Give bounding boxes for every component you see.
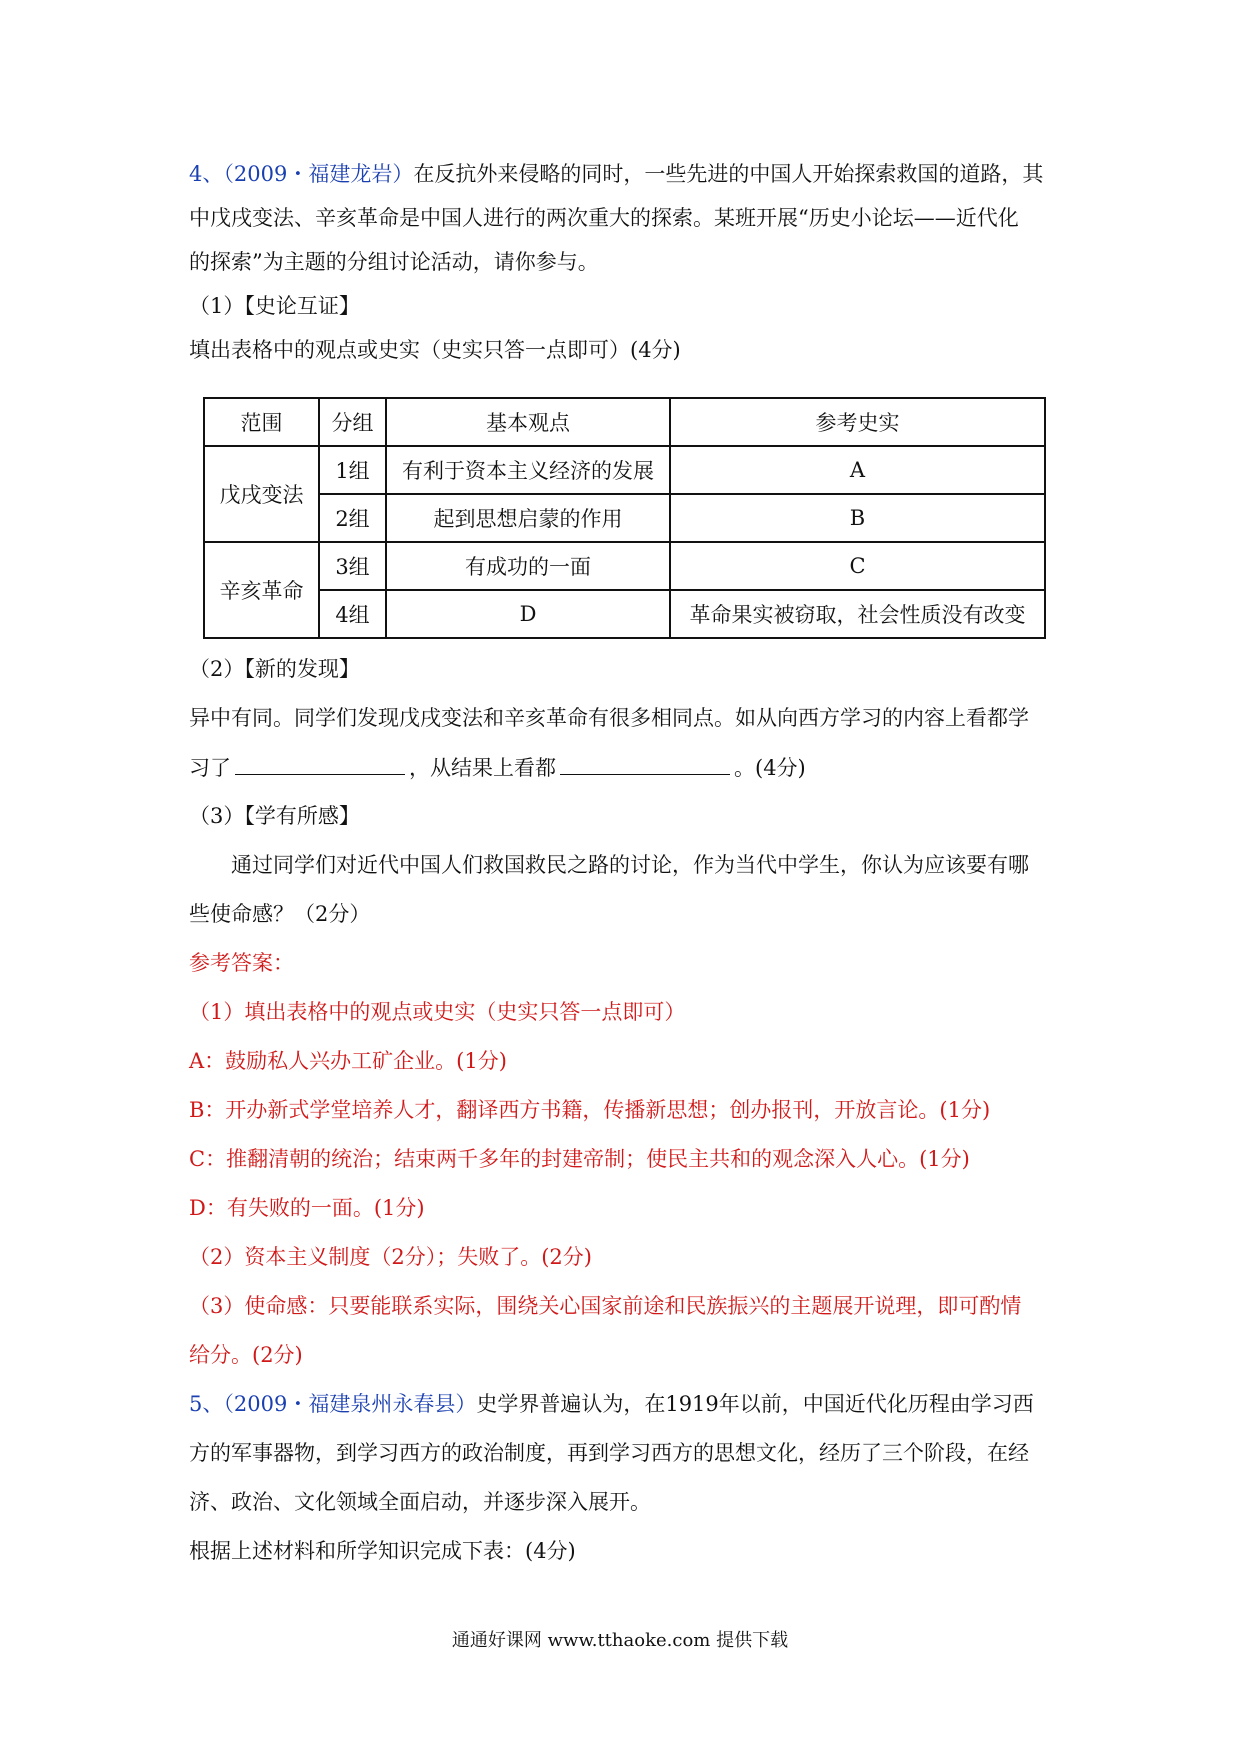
answer-title: 参考答案： <box>189 951 294 975</box>
q5-intro-line-2: 方的军事器物，到学习西方的政治制度，再到学习西方的思想文化，经历了三个阶段，在经 <box>189 1441 1029 1465</box>
q4-text: 在反抗外来侵略的同时，一些先进的中国人开始探索救国的道路，其 <box>413 162 1044 186</box>
table-row <box>204 542 1045 590</box>
q4-part3-line-2: 些使命感？（2分） <box>189 902 371 926</box>
answer-line: B：开办新式学堂培养人才，翻译西方书籍，传播新思想；创办报刊，开放言论。(1分) <box>189 1098 991 1122</box>
q4-part2-line-1: 异中有同。同学们发现戊戌变法和辛亥革命有很多相同点。如从向西方学习的内容上看都学 <box>189 706 1029 730</box>
page-footer: 通通好课网 www.tthaoke.com 提供下载 <box>451 1630 789 1651</box>
q4-part1-instruction: 填出表格中的观点或史实（史实只答一点即可）(4分) <box>189 338 681 362</box>
table-scope-cell: 辛亥革命 <box>204 542 319 638</box>
q4-part2-text-b: ，从结果上看都 <box>409 756 556 780</box>
table-fact-cell: 革命果实被窃取，社会性质没有改变 <box>670 590 1045 638</box>
q4-intro-line-3: 的探索”为主题的分组讨论活动，请你参与。 <box>189 250 599 274</box>
table-fact-cell: A <box>670 446 1045 494</box>
q4-part1-title: （1）【史论互证】 <box>189 294 360 318</box>
table-fact-cell: C <box>670 542 1045 590</box>
answer-line: （2）资本主义制度（2分）；失败了。(2分) <box>189 1245 592 1269</box>
answer-line: （3）使命感：只要能联系实际，围绕关心国家前途和民族振兴的主题展开说理，即可酌情 <box>189 1294 1022 1318</box>
table-header-cell: 基本观点 <box>386 398 670 446</box>
q4-part3-title: （3）【学有所感】 <box>189 804 360 828</box>
table-header-row <box>204 398 1045 446</box>
q4-source: （2009・福建龙岩） <box>223 162 414 186</box>
table-view-cell: D <box>386 590 670 638</box>
q5-intro-line-1 <box>189 1389 1059 1419</box>
table-header-cell: 分组 <box>319 398 386 446</box>
q4-intro-line-1 <box>189 159 1059 189</box>
table-view-cell: 有成功的一面 <box>386 542 670 590</box>
answer-blank-2[interactable] <box>560 752 730 775</box>
q5-number: 5、 <box>189 1392 224 1416</box>
table-scope-cell: 戊戌变法 <box>204 446 319 542</box>
table-group-cell: 4组 <box>319 590 386 638</box>
answer-blank-1[interactable] <box>235 752 405 775</box>
table-view-cell: 有利于资本主义经济的发展 <box>386 446 670 494</box>
table-group-cell: 3组 <box>319 542 386 590</box>
answer-line: D：有失败的一面。(1分) <box>189 1196 425 1220</box>
q5-intro-line-3: 济、政治、文化领域全面启动，并逐步深入展开。 <box>189 1490 651 1514</box>
table-group-cell: 2组 <box>319 494 386 542</box>
q4-intro-line-2: 中戊戌变法、辛亥革命是中国人进行的两次重大的探索。某班开展“历史小论坛——近代化 <box>189 206 1019 230</box>
q4-part3-line-1: 通过同学们对近代中国人们救国救民之路的讨论，作为当代中学生，你认为应该要有哪 <box>231 853 1029 877</box>
table-row <box>204 494 1045 542</box>
table-row <box>204 446 1045 494</box>
q4-part2-title: （2）【新的发现】 <box>189 657 360 681</box>
q5-text: 史学界普遍认为，在1919年以前，中国近代化历程由学习西 <box>476 1392 1034 1416</box>
answer-line: （1）填出表格中的观点或史实（史实只答一点即可） <box>189 1000 686 1024</box>
q4-number: 4、 <box>189 162 224 186</box>
q4-part2-text-a: 习了 <box>189 756 231 780</box>
q5-source: （2009・福建泉州永春县） <box>223 1392 477 1416</box>
table-row <box>204 590 1045 638</box>
table-view-cell: 起到思想启蒙的作用 <box>386 494 670 542</box>
q4-part2-line-2 <box>189 752 1059 783</box>
q5-instruction: 根据上述材料和所学知识完成下表：(4分) <box>189 1539 576 1563</box>
answer-line: C：推翻清朝的统治；结束两千多年的封建帝制；使民主共和的观念深入人心。(1分) <box>189 1147 970 1171</box>
table-group-cell: 1组 <box>319 446 386 494</box>
q4-part2-text-c: 。(4分) <box>734 756 806 780</box>
table-header-cell: 参考史实 <box>670 398 1045 446</box>
table-fact-cell: B <box>670 494 1045 542</box>
answer-line: 给分。(2分) <box>189 1343 303 1367</box>
answer-line: A：鼓励私人兴办工矿企业。(1分) <box>189 1049 507 1073</box>
q4-table <box>203 397 1046 639</box>
table-header-cell: 范围 <box>204 398 319 446</box>
